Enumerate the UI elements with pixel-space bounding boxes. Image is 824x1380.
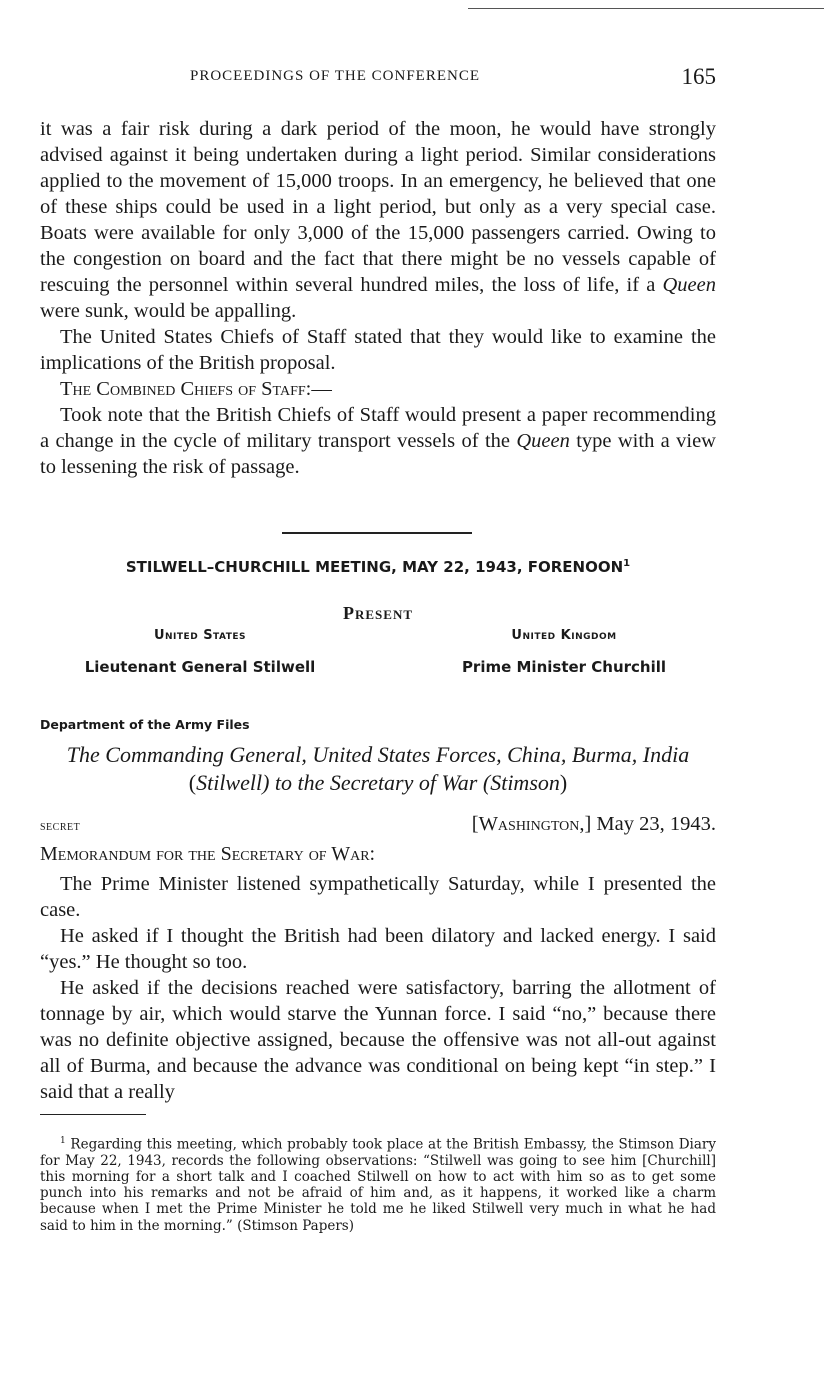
footnote-marker: 1 [60,1136,66,1146]
document-title [40,741,716,797]
date: May 23, 1943. [591,813,716,835]
running-head [40,64,716,94]
memo-body [40,871,716,1105]
title-line [40,769,716,797]
continued-text [40,116,716,480]
footnote-text: Regarding this meeting, which probably took place at the British Embassy, the Stimson Diary for May 22, 1943, records the following observations: “Stilwell was going to see him [Churchill] this morning for a short talk and I coached Stilwell on how to act with him so as to get some punch into his remarks and not be afraid of him and, as it happens, it worked like a charm because when I met the Prime Minister he told me he liked Stilwell very much in what he had said to him in the morning.” (Stimson Papers) [40,1136,716,1234]
attendee-name: Prime Minister Churchill [461,658,667,676]
title-text: Stilwell [196,770,263,795]
conclusion-paragraph [40,402,716,480]
place: [Washington,] [471,813,592,835]
continued-paragraph [40,116,716,324]
attendees-left [40,628,360,676]
top-edge-rule [468,8,824,9]
country-heading: United Kingdom [511,628,617,643]
meeting-title: STILWELL–CHURCHILL MEETING, MAY 22, 1943, FORENOON [125,558,624,576]
classification-mark: secret [40,819,81,834]
paragraph-text: type with a view to lessening the risk of passage. [40,430,716,478]
date-line [472,813,716,836]
running-title: PROCEEDINGS OF THE CONFERENCE [190,68,480,84]
source-line: Department of the Army Files [40,717,250,732]
present-heading: Present [342,603,413,623]
memo-paragraph: He asked if the decisions reached were satisfactory, barring the allotment of tonnage by air, which would starve the Yunnan force. I said “no,” because there was no definite objective assigned, because the offensive was not all-out against all of Burma, and because the advance was conditional on being kept “in step.” I said that a really [40,977,716,1103]
paragraph-text: Took note that the British Chiefs of Staff would present a paper recommending a change in the cycle of military transport vessels of the [40,404,716,452]
page-number: 165 [681,64,716,89]
paragraph-text: were sunk, would be appalling. [40,300,297,322]
title-text: ) to the Secretary of War ( [262,770,491,795]
combined-chiefs-heading: The Combined Chiefs of Staff:— [60,378,332,400]
footnote [40,1133,716,1234]
title-text: ) [559,770,568,795]
ship-name: Queen [516,430,570,452]
title-line: The Commanding General, United States Forces, China, Burma, India [66,742,690,767]
paragraph-text: it was a fair risk during a dark period of the moon, he would have strongly advised against it being undertaken during a light period. Similar considerations applied to the movement of 15,000 troops. In an emergency, he believed that one of these ships could be used in a light period, but only as a very special case. Boats were available for only 3,000 of the 15,000 passengers carried. Owing to the congestion on board and the fact that there might be no vessels capable of rescuing the personnel within several hundred miles, the loss of life, if a [40,118,716,296]
us-chiefs-paragraph: The United States Chiefs of Staff stated that they would like to examine the implications of the British proposal. [40,326,716,374]
dateline [40,813,716,841]
meeting-heading [40,558,716,576]
footnote-rule [40,1114,146,1115]
title-text: Stimson [490,770,560,795]
section-divider [282,532,472,534]
attendee-name: Lieutenant General Stilwell [84,658,316,676]
country-heading: United States [153,628,247,643]
memo-paragraph: The Prime Minister listened sympathetically Saturday, while I presented the case. [40,873,716,921]
title-text: ( [188,770,197,795]
memo-heading: Memorandum for the Secretary of War: [40,843,376,865]
memo-paragraph: He asked if I thought the British had been dilatory and lacked energy. I said “yes.” He thought so too. [40,925,716,973]
ship-name: Queen [662,274,716,296]
attendees-right [404,628,724,676]
footnote-reference: 1 [623,558,631,569]
